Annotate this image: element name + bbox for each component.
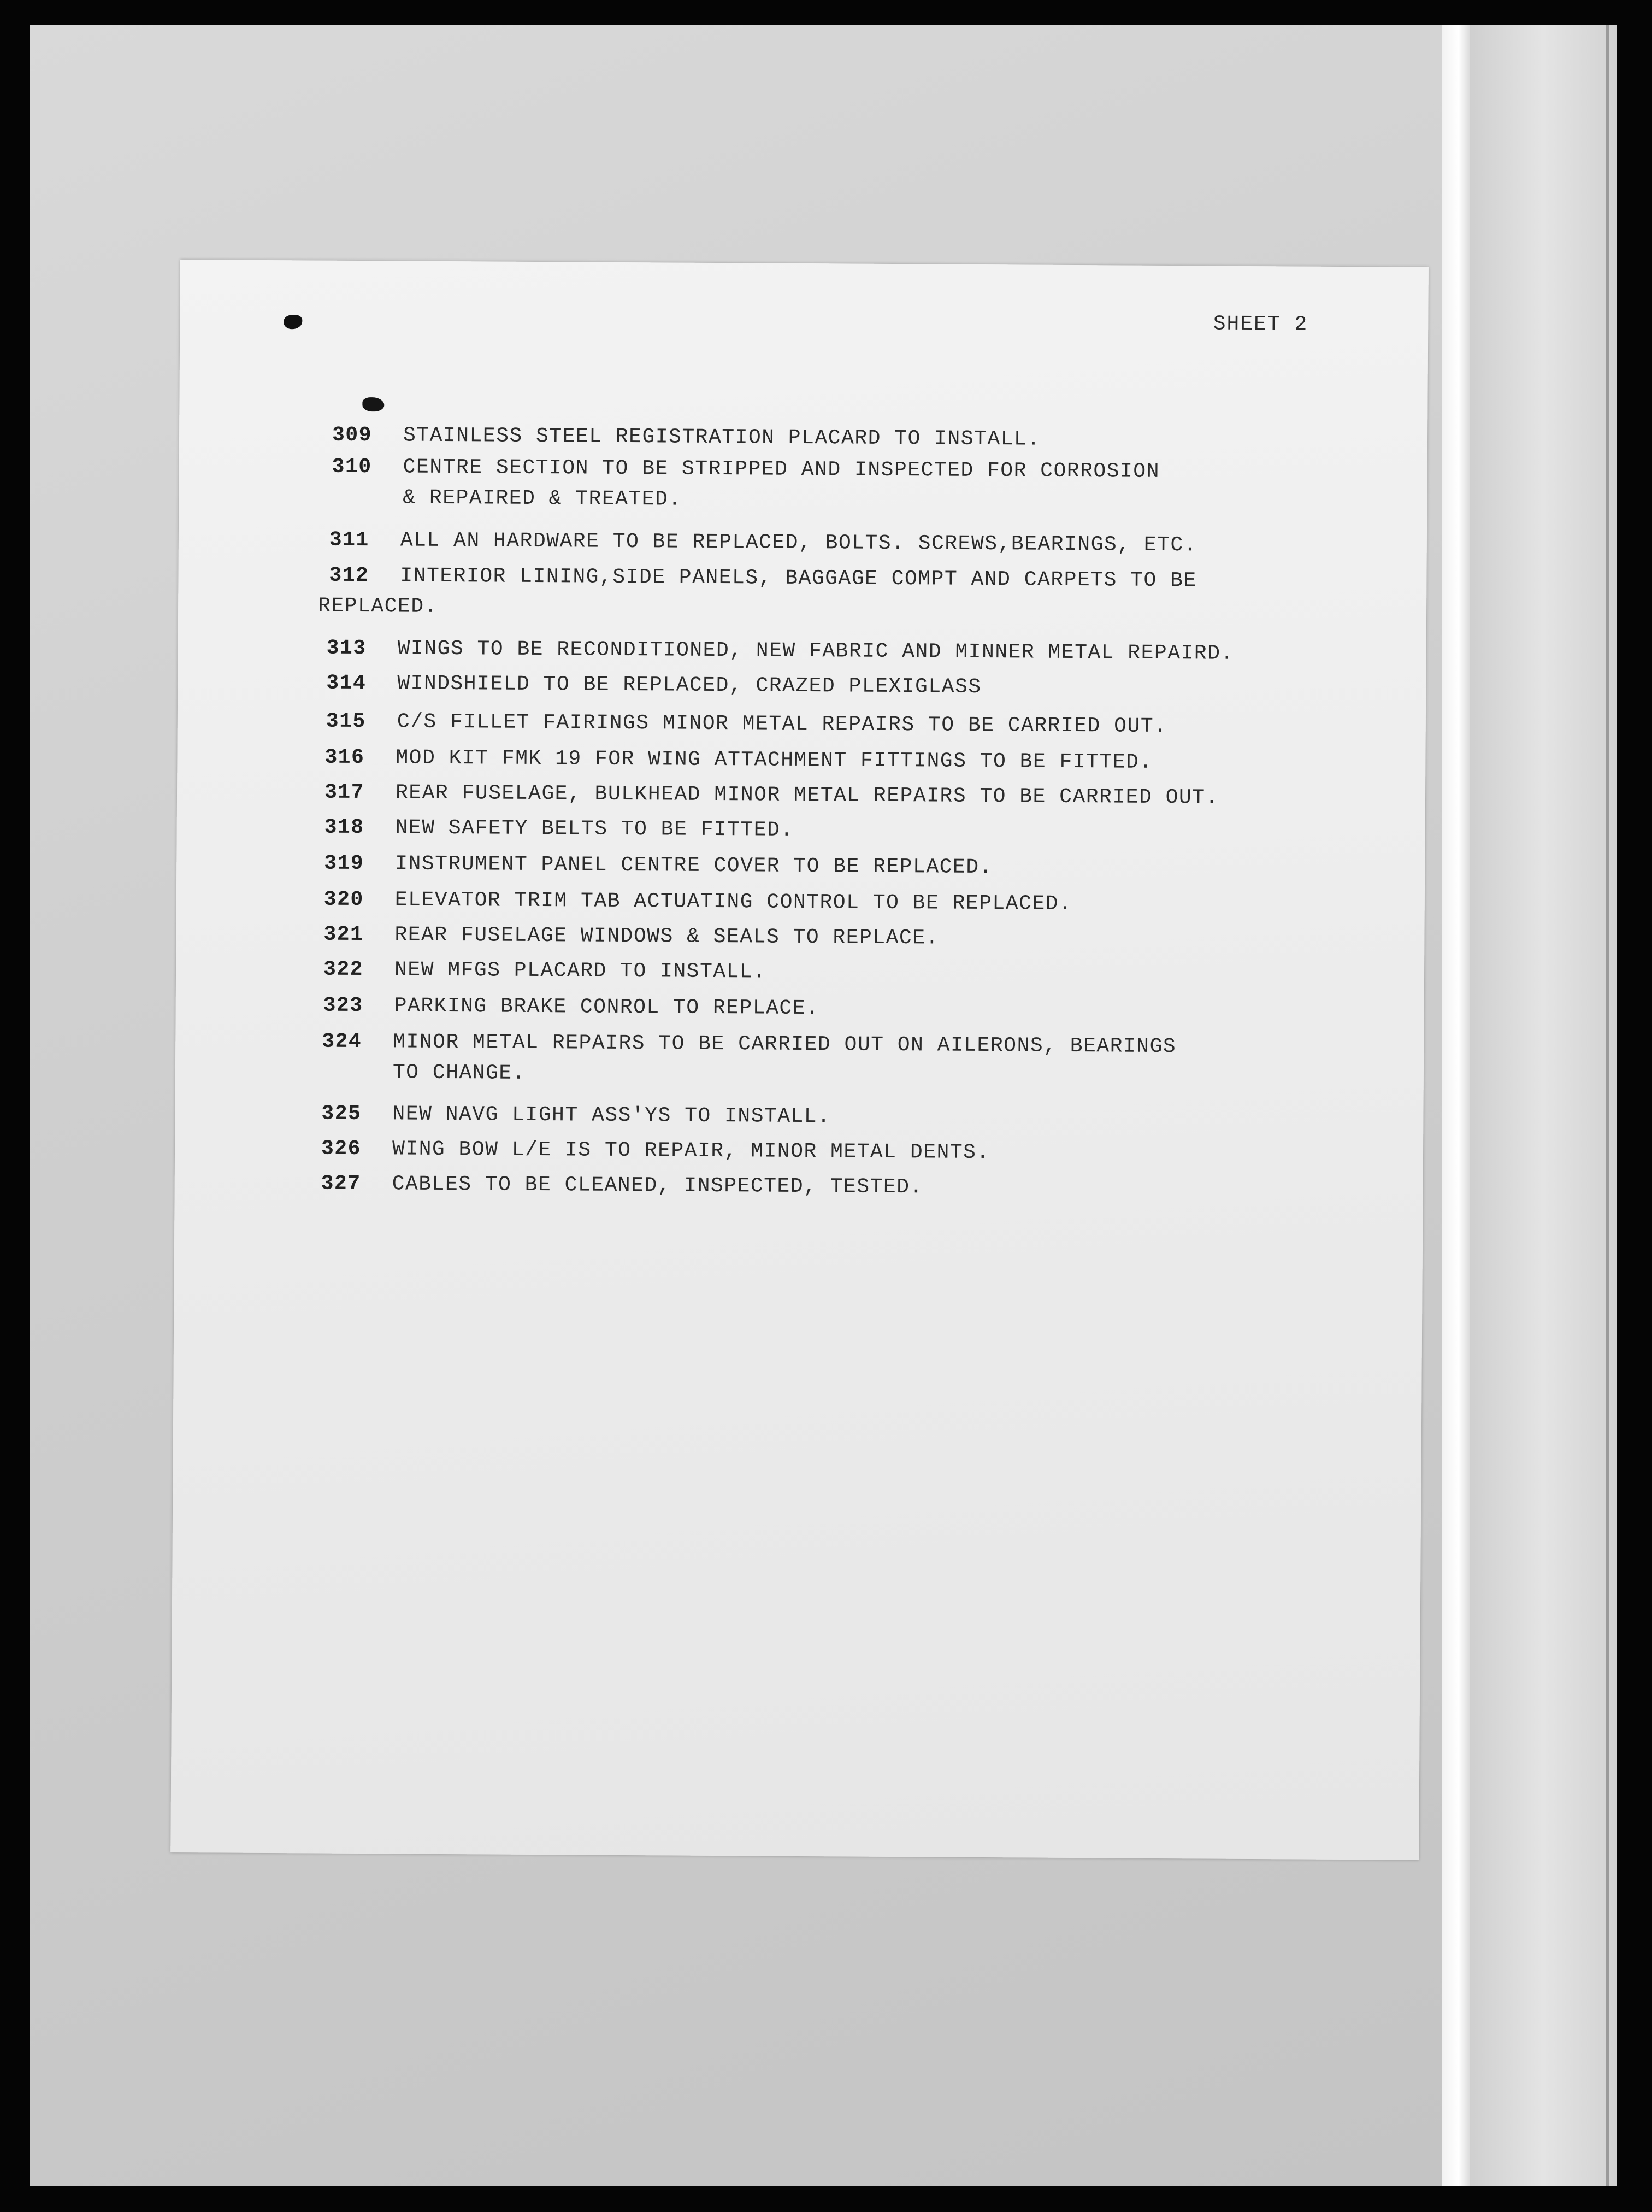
item-number: 325 bbox=[321, 1102, 362, 1126]
item-number: 311 bbox=[329, 528, 369, 552]
item-text: INSTRUMENT PANEL CENTRE COVER TO BE REPLACED. bbox=[395, 852, 993, 880]
item-text: MINOR METAL REPAIRS TO BE CARRIED OUT ON AILERONS, BEARINGS bbox=[393, 1030, 1177, 1059]
sheet-number-label: SHEET 2 bbox=[1213, 312, 1308, 337]
board-edge bbox=[1442, 25, 1470, 2186]
item-text: REAR FUSELAGE WINDOWS & SEALS TO REPLACE. bbox=[394, 923, 940, 950]
item-text: NEW NAVG LIGHT ASS'YS TO INSTALL. bbox=[392, 1102, 831, 1129]
item-number: 326 bbox=[321, 1137, 362, 1161]
item-number: 320 bbox=[323, 887, 364, 912]
item-text: WING BOW L/E IS TO REPAIR, MINOR METAL DENTS. bbox=[392, 1137, 990, 1165]
item-continuation: & REPAIRED & TREATED. bbox=[403, 486, 682, 511]
item-text: STAINLESS STEEL REGISTRATION PLACARD TO INSTALL. bbox=[403, 423, 1041, 451]
side-panel-line bbox=[1606, 25, 1609, 2186]
item-text: NEW SAFETY BELTS TO BE FITTED. bbox=[395, 816, 794, 842]
item-number: 316 bbox=[324, 745, 365, 770]
item-number: 323 bbox=[323, 993, 363, 1018]
item-number: 318 bbox=[324, 815, 364, 840]
item-number: 313 bbox=[326, 636, 367, 661]
item-text: CENTRE SECTION TO BE STRIPPED AND INSPECTED FOR CORROSION bbox=[403, 455, 1160, 484]
item-continuation: TO CHANGE. bbox=[392, 1061, 526, 1085]
item-text: WINDSHIELD TO BE REPLACED, CRAZED PLEXIGLASS bbox=[397, 672, 982, 699]
item-text: NEW MFGS PLACARD TO INSTALL. bbox=[394, 958, 766, 984]
item-number: 327 bbox=[321, 1172, 361, 1196]
item-text: C/S FILLET FAIRINGS MINOR METAL REPAIRS TO BE CARRIED OUT. bbox=[397, 710, 1167, 739]
item-text: INTERIOR LINING,SIDE PANELS, BAGGAGE COMPT AND CARPETS TO BE bbox=[400, 564, 1197, 593]
item-text: ALL AN HARDWARE TO BE REPLACED, BOLTS. SCREWS,BEARINGS, ETC. bbox=[400, 528, 1197, 557]
item-number: 315 bbox=[326, 709, 366, 734]
item-number: 312 bbox=[329, 563, 369, 588]
item-text: CABLES TO BE CLEANED, INSPECTED, TESTED. bbox=[392, 1172, 923, 1199]
work-item-list bbox=[170, 260, 1429, 1860]
item-number: 314 bbox=[326, 671, 367, 696]
typed-sheet bbox=[170, 260, 1429, 1860]
item-number: 310 bbox=[332, 455, 372, 479]
item-text: ELEVATOR TRIM TAB ACTUATING CONTROL TO BE REPLACED. bbox=[394, 888, 1072, 916]
item-number: 319 bbox=[324, 851, 364, 876]
side-panel bbox=[1470, 25, 1617, 2186]
item-number: 309 bbox=[332, 423, 373, 448]
item-number: 317 bbox=[324, 780, 365, 805]
item-text: WINGS TO BE RECONDITIONED, NEW FABRIC AND MINNER METAL REPAIRD. bbox=[397, 637, 1234, 666]
item-number: 321 bbox=[323, 922, 364, 947]
item-text: MOD KIT FMK 19 FOR WING ATTACHMENT FITTINGS TO BE FITTED. bbox=[396, 746, 1153, 774]
item-text: REAR FUSELAGE, BULKHEAD MINOR METAL REPAIRS TO BE CARRIED OUT. bbox=[395, 781, 1219, 810]
item-number: 324 bbox=[322, 1029, 362, 1054]
item-text: PARKING BRAKE CONROL TO REPLACE. bbox=[394, 994, 819, 1021]
item-continuation: REPLACED. bbox=[318, 594, 438, 619]
item-number: 322 bbox=[323, 957, 364, 982]
